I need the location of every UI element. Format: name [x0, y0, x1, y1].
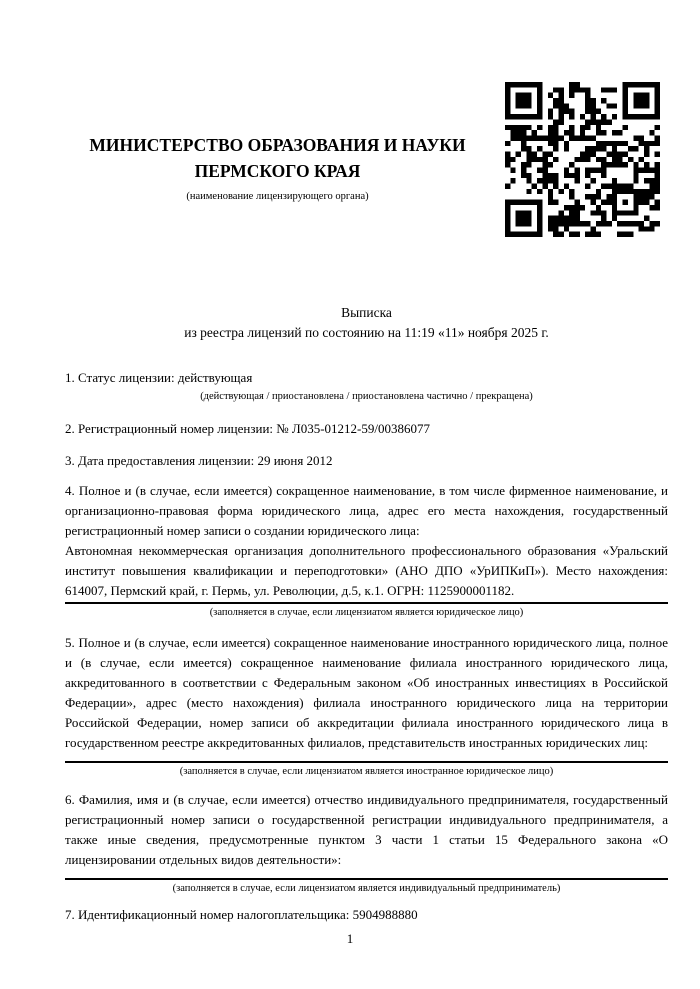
ministry-name-line2: ПЕРМСКОГО КРАЯ: [194, 161, 361, 181]
license-status-text: 1. Статус лицензии: действующая: [65, 370, 253, 385]
document-header: [65, 0, 668, 203]
item-individual-entrepreneur: [65, 790, 668, 895]
individual-entrepreneur-caption: (заполняется в случае, если лицензиатом является индивидуальный предприниматель): [172, 883, 561, 894]
individual-entrepreneur-empty-field-line: [65, 870, 668, 880]
legal-entity-value: Автономная некоммерческая организация дополнительного профессионального образования «Уральский институт повышения квалификации и переподготовки» (АНО ДПО «УрИПКиП»). Место нахождения: 614007, Пермский край, г. Пермь, ул. Революции, д.5, к.1. ОГРН: 1125900001182.: [65, 541, 668, 604]
licensing-authority-block: [65, 0, 490, 203]
taxpayer-number-text: 7. Идентификационный номер налогоплательщика: 5904988880: [65, 907, 418, 922]
item-taxpayer-number: [65, 905, 668, 925]
license-status-options-note: (действующая / приостановлена / приостановлена частично / прекращена): [200, 391, 533, 402]
legal-entity-label: 4. Полное и (в случае, если имеется) сокращенное наименование, в том числе фирменное наименование, и организационно-правовая форма юридического лица, адрес его места нахождения, государственный регистрационный номер записи о создании юридического лица:: [65, 483, 668, 538]
foreign-entity-label: 5. Полное и (в случае, если имеется) сокращенное наименование иностранного юридического лица, полное и (в случае, если имеется) сокращенное наименование филиала иностранного юридического лица, аккредитованного в соответствии с Федеральным законом «Об иностранных инвестициях в Российской Федерации», адрес (место нахождения) филиала иностранного юридического лица на территории Российской Федерации, номер записи об аккредитации филиала иностранного юридического лица в государственном реестре аккредитованных филиалов, представительств иностранных юридических лиц:: [65, 635, 668, 750]
individual-entrepreneur-label: 6. Фамилия, имя и (в случае, если имеется) отчество индивидуального предпринимателя, государственный регистрационный номер записи о государственной регистрации индивидуального предпринимателя, а также иные сведения, предусмотренные пунктом 3 части 1 статьи 15 Федерального закона «О лицензировании отдельных видов деятельности»:: [65, 792, 668, 867]
document-title-line2: из реестра лицензий по состоянию на 11:19 «11» ноября 2025 г.: [184, 325, 549, 340]
qr-code-icon: [505, 78, 660, 241]
registration-number-text: 2. Регистрационный номер лицензии: № Л035-01212-59/00386077: [65, 421, 431, 436]
item-registration-number: [65, 419, 668, 439]
item-foreign-entity: [65, 633, 668, 778]
grant-date-text: 3. Дата предоставления лицензии: 29 июня 2012: [65, 453, 333, 468]
legal-entity-caption: (заполняется в случае, если лицензиатом является юридическое лицо): [209, 607, 524, 618]
item-grant-date: [65, 451, 668, 471]
ministry-name-line1: МИНИСТЕРСТВО ОБРАЗОВАНИЯ И НАУКИ: [89, 135, 466, 155]
document-title: [65, 303, 668, 343]
foreign-entity-empty-field-line: [65, 753, 668, 763]
item-license-status: [65, 368, 668, 403]
license-details: [65, 368, 668, 925]
item-legal-entity: [65, 481, 668, 619]
page-number: 1: [346, 931, 354, 946]
licensing-authority-caption: (наименование лицензирующего органа): [186, 191, 369, 202]
foreign-entity-caption: (заполняется в случае, если лицензиатом является иностранное юридическое лицо): [179, 766, 554, 777]
document-title-line1: Выписка: [341, 305, 392, 320]
